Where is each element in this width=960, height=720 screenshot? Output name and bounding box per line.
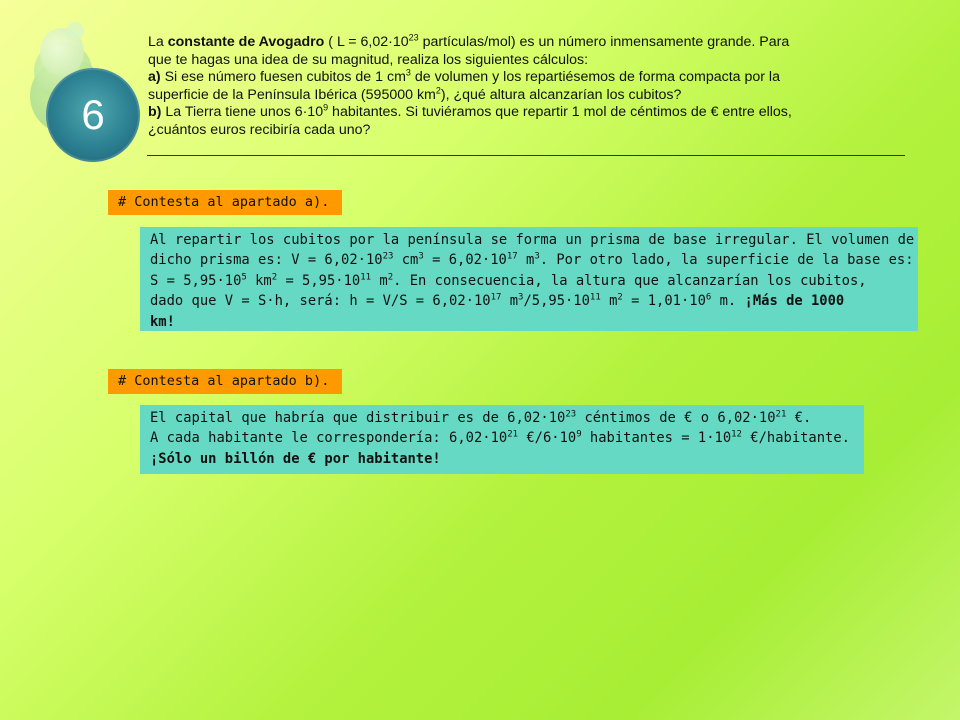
avogadro-term: constante de Avogadro [167, 34, 325, 50]
exercise-statement [148, 34, 908, 140]
answer-b-conclusion: ¡Sólo un billón de € por habitante! [150, 450, 441, 467]
answer-b-tag: # Contesta al apartado b). [108, 369, 342, 394]
statement-line: superficie de la Península Ibérica (595000 $km^2$), ¿qué altura alcanzarían los cubitos? [148, 85, 682, 103]
statement-line: que te hagas una idea de su magnitud, realiza los siguientes cálculos: [148, 51, 589, 68]
answer-line [150, 449, 854, 469]
statement-line: ¿cuántos euros recibiría cada uno? [148, 121, 371, 138]
divider [147, 155, 905, 156]
answer-b-box [140, 405, 864, 474]
answer-a-tag: # Contesta al apartado a). [108, 190, 342, 215]
answer-a-conclusion: ¡Más de 1000 [744, 293, 845, 310]
part-a-label: a) [148, 69, 161, 86]
part-b-label: b) [148, 104, 162, 121]
exercise-number-badge [46, 68, 140, 162]
answer-line: dicho prisma es: $V = 6,02\cdot 10^{23}$ $cm^3 = 6,02\cdot 10^{17}$ $m^3$. Por otro lado, la superficie de la base es: [150, 251, 914, 269]
answer-line: El capital que habría que distribuir es de $6,02\cdot 10^{23}$ céntimos de € o $6,02\cdot 10^{21}$ €. [150, 409, 812, 426]
answer-line: Al repartir los cubitos por la península se forma un prisma de base irregular. El volumen de [150, 232, 915, 248]
answer-a-box [140, 227, 918, 331]
answer-line: km! [150, 313, 175, 330]
answer-line: A cada habitante le correspondería: $6,02\cdot 10^{21}$ $€/6\cdot 10^9$ habitantes = $1\cdot 10^{12}$ €/habitante. [150, 429, 850, 447]
statement-line: La constante de Avogadro ( $L = 6,02\cdot 10^{23}$ partículas/mol) es un número inmensamente grande. Para [148, 32, 790, 50]
exercise-number: 6 [81, 91, 105, 138]
answer-line: $S = 5,95\cdot 10^5$ $km^2 = 5,95\cdot 10^{11}$ $m^2$. En consecuencia, la altura que alcanzarían los cubitos, [150, 272, 867, 289]
answer-line: dado que V = S·h, será: $h = V/S = 6,02\cdot 10^{17}$ $m^3/5,95\cdot 10^{11}$ $m^2 = 1,01\cdot 10^6$ m. ¡Más de 1000 [150, 292, 845, 310]
statement-line: b) La Tierra tiene unos $6\cdot 10^9$ habitantes. Si tuviéramos que repartir 1 mol de céntimos de € entre ellos, [148, 102, 792, 121]
decorative-bubble [66, 22, 84, 40]
statement-line: a) Si ese número fuesen cubitos de 1 $cm^3$ de volumen y los repartiésemos de forma compacta por la [148, 67, 780, 86]
